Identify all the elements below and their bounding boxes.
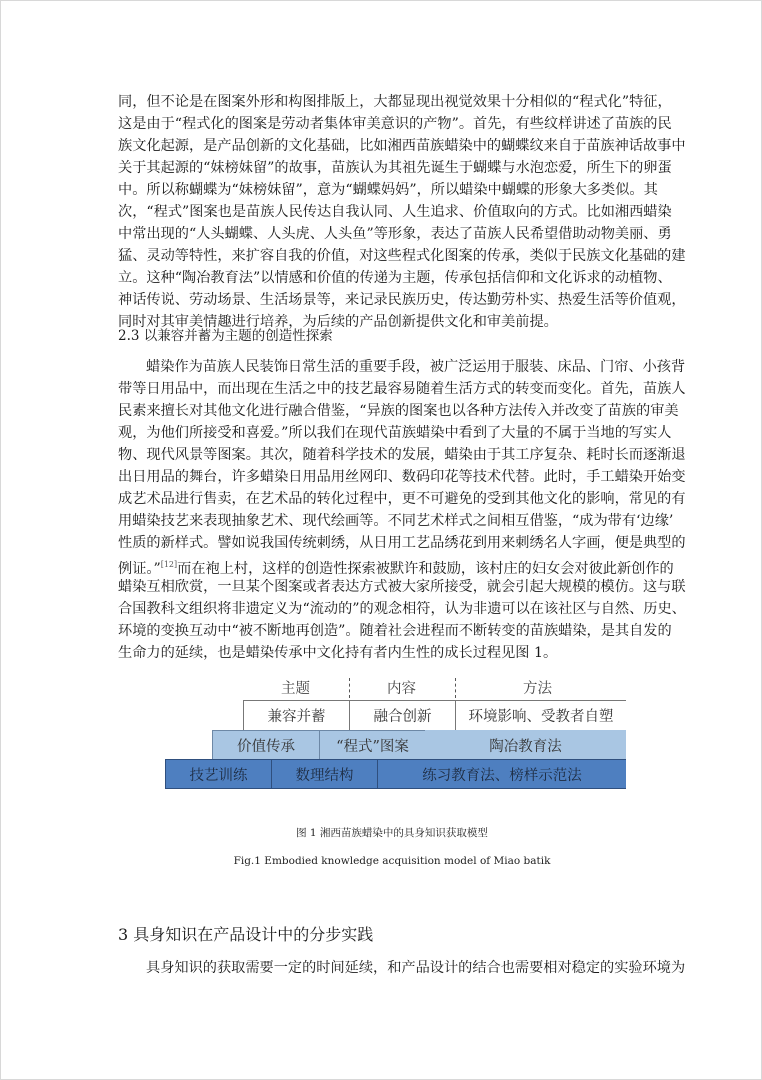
text-line: 立。这种“陶冶教育法”以情感和价值的传递为主题，传承包括信仰和文化诉求的动植物、 xyxy=(118,270,672,286)
citation-link[interactable]: [12] xyxy=(160,560,178,569)
text-line: 用蜡染技艺来表现抽象艺术、现代绘画等。不同艺术样式之间相互借鉴，“成为带有‘边缘’ xyxy=(118,513,674,529)
cell-content-2: “程式”图案 xyxy=(319,730,426,760)
text-line: 具身知识的获取需要一定的时间延续，和产品设计的结合也需要相对稳定的实验环境为 xyxy=(146,960,686,976)
text-line: 这是由于“程式化的图案是劳动者集体审美意识的产物”。首先，有些纹样讲述了苗族的民 xyxy=(118,116,672,132)
cell-theme-3: 技艺训练 xyxy=(165,759,272,789)
divider xyxy=(455,678,456,698)
text-line: 同时对其审美情趣进行培养，为后续的产品创新提供文化和审美前提。 xyxy=(118,314,558,330)
text: 例证。” xyxy=(118,561,161,577)
text-line: 成艺术品进行售卖，在艺术品的转化过程中，更不可避免的受到其他文化的影响，常见的有 xyxy=(118,491,686,507)
text-line: 同，但不论是在图案外形和构图排版上，大都显现出视觉效果十分相似的“程式化”特征， xyxy=(118,94,672,110)
figure-caption-en: Fig.1 Embodied knowledge acquisition model of Miao batik xyxy=(233,855,551,867)
text-line: 物、现代风景等图案。其次，随着科学技术的发展，蜡染由于其工序复杂、耗时长而逐渐退 xyxy=(118,447,686,463)
section-heading-2-3: 2.3 以兼容并蓄为主题的创造性探索 xyxy=(118,328,333,344)
text-line: 环境的变换互动中“被不断地再创造”。随着社会进程而不断转变的苗族蜡染，是其自发的 xyxy=(118,623,672,639)
text: 而在袍上村，这样的创造性探索被默许和鼓励，该村庄的妇女会对彼此新创作的 xyxy=(177,561,674,577)
text-line: 带等日用品中，而出现在生活之中的技艺最容易随着生活方式的转变而变化。首先，苗族人 xyxy=(118,381,686,397)
header-theme: 主题 xyxy=(281,681,310,697)
text-line: 合国教科文组织将非遗定义为“流动的”的观念相符，认为非遗可以在该社区与自然、历史、 xyxy=(118,601,686,617)
header-content: 内容 xyxy=(387,681,416,697)
text-line: 中。所以称蝴蝶为“妹榜妹留”，意为“蝴蝶妈妈”，所以蜡染中蝴蝶的形象大多类似。其 xyxy=(118,182,658,198)
cell-method-2: 陶冶教育法 xyxy=(425,730,626,760)
text-line: 蜡染互相欣赏，一旦某个图案或者表达方式被大家所接受，就会引起大规模的模仿。这与联 xyxy=(118,579,686,595)
divider xyxy=(349,678,350,698)
figure-caption-cn: 图 1 湘西苗族蜡染中的具身知识获取模型 xyxy=(296,827,488,839)
text-line: 观，为他们所接受和喜爱。”所以我们在现代苗族蜡染中看到了大量的不属于当地的写实人 xyxy=(118,425,672,441)
text-line: 出日用品的舞台，许多蜡染日用品用丝网印、数码印花等技术代替。此时，手工蜡染开始变 xyxy=(118,469,686,485)
text-line: 猛、灵动等特性，来扩容自我的价值，对这些程式化图案的传承，类似于民族文化基础的建 xyxy=(118,248,686,264)
cell-method-3: 练习教育法、榜样示范法 xyxy=(377,759,626,789)
text-line: 民素来擅长对其他文化进行融合借鉴，“异族的图案也以各种方法传入并改变了苗族的审美 xyxy=(118,403,679,419)
cell-content-3: 数理结构 xyxy=(271,759,378,789)
text-line: 次，“程式”图案也是苗族人民传达自我认同、人生追求、价值取向的方式。比如湘西蜡染 xyxy=(118,204,672,220)
cell-content-1: 融合创新 xyxy=(349,700,456,731)
text-line: 生命力的延续，也是蜡染传承中文化持有者内生性的成长过程见图 1。 xyxy=(118,645,558,661)
text-line: 性质的新样式。譬如说我国传统刺绣，从日用工艺品绣花到用来刺绣名人字画，便是典型的 xyxy=(118,535,686,551)
text-line: 族文化起源，是产品创新的文化基础，比如湘西苗族蜡染中的蝴蝶纹来自于苗族神话故事中 xyxy=(118,138,686,154)
text-line: 神话传说、劳动场景、生活场景等，来记录民族历史，传达勤劳朴实、热爱生活等价值观， xyxy=(118,292,686,308)
cell-theme-1: 兼容并蓄 xyxy=(243,700,350,731)
cell-theme-2: 价值传承 xyxy=(212,730,320,760)
text-line: 中常出现的“人头蝴蝶、人头虎、人头鱼”等形象，表达了苗族人民希望借助动物美丽、勇 xyxy=(118,226,672,242)
header-method: 方法 xyxy=(523,681,552,697)
section-heading-3: 3 具身知识在产品设计中的分步实践 xyxy=(118,925,374,944)
text-line: 蜡染作为苗族人民装饰日常生活的重要手段，被广泛运用于服装、床品、门帘、小孩背 xyxy=(146,359,686,375)
cell-method-1: 环境影响、受教者自塑 xyxy=(455,700,626,731)
text-line: 关于其起源的“妹榜妹留”的故事，苗族认为其祖先诞生于蝴蝶与水泡恋爱，所生下的卵蛋 xyxy=(118,160,672,176)
